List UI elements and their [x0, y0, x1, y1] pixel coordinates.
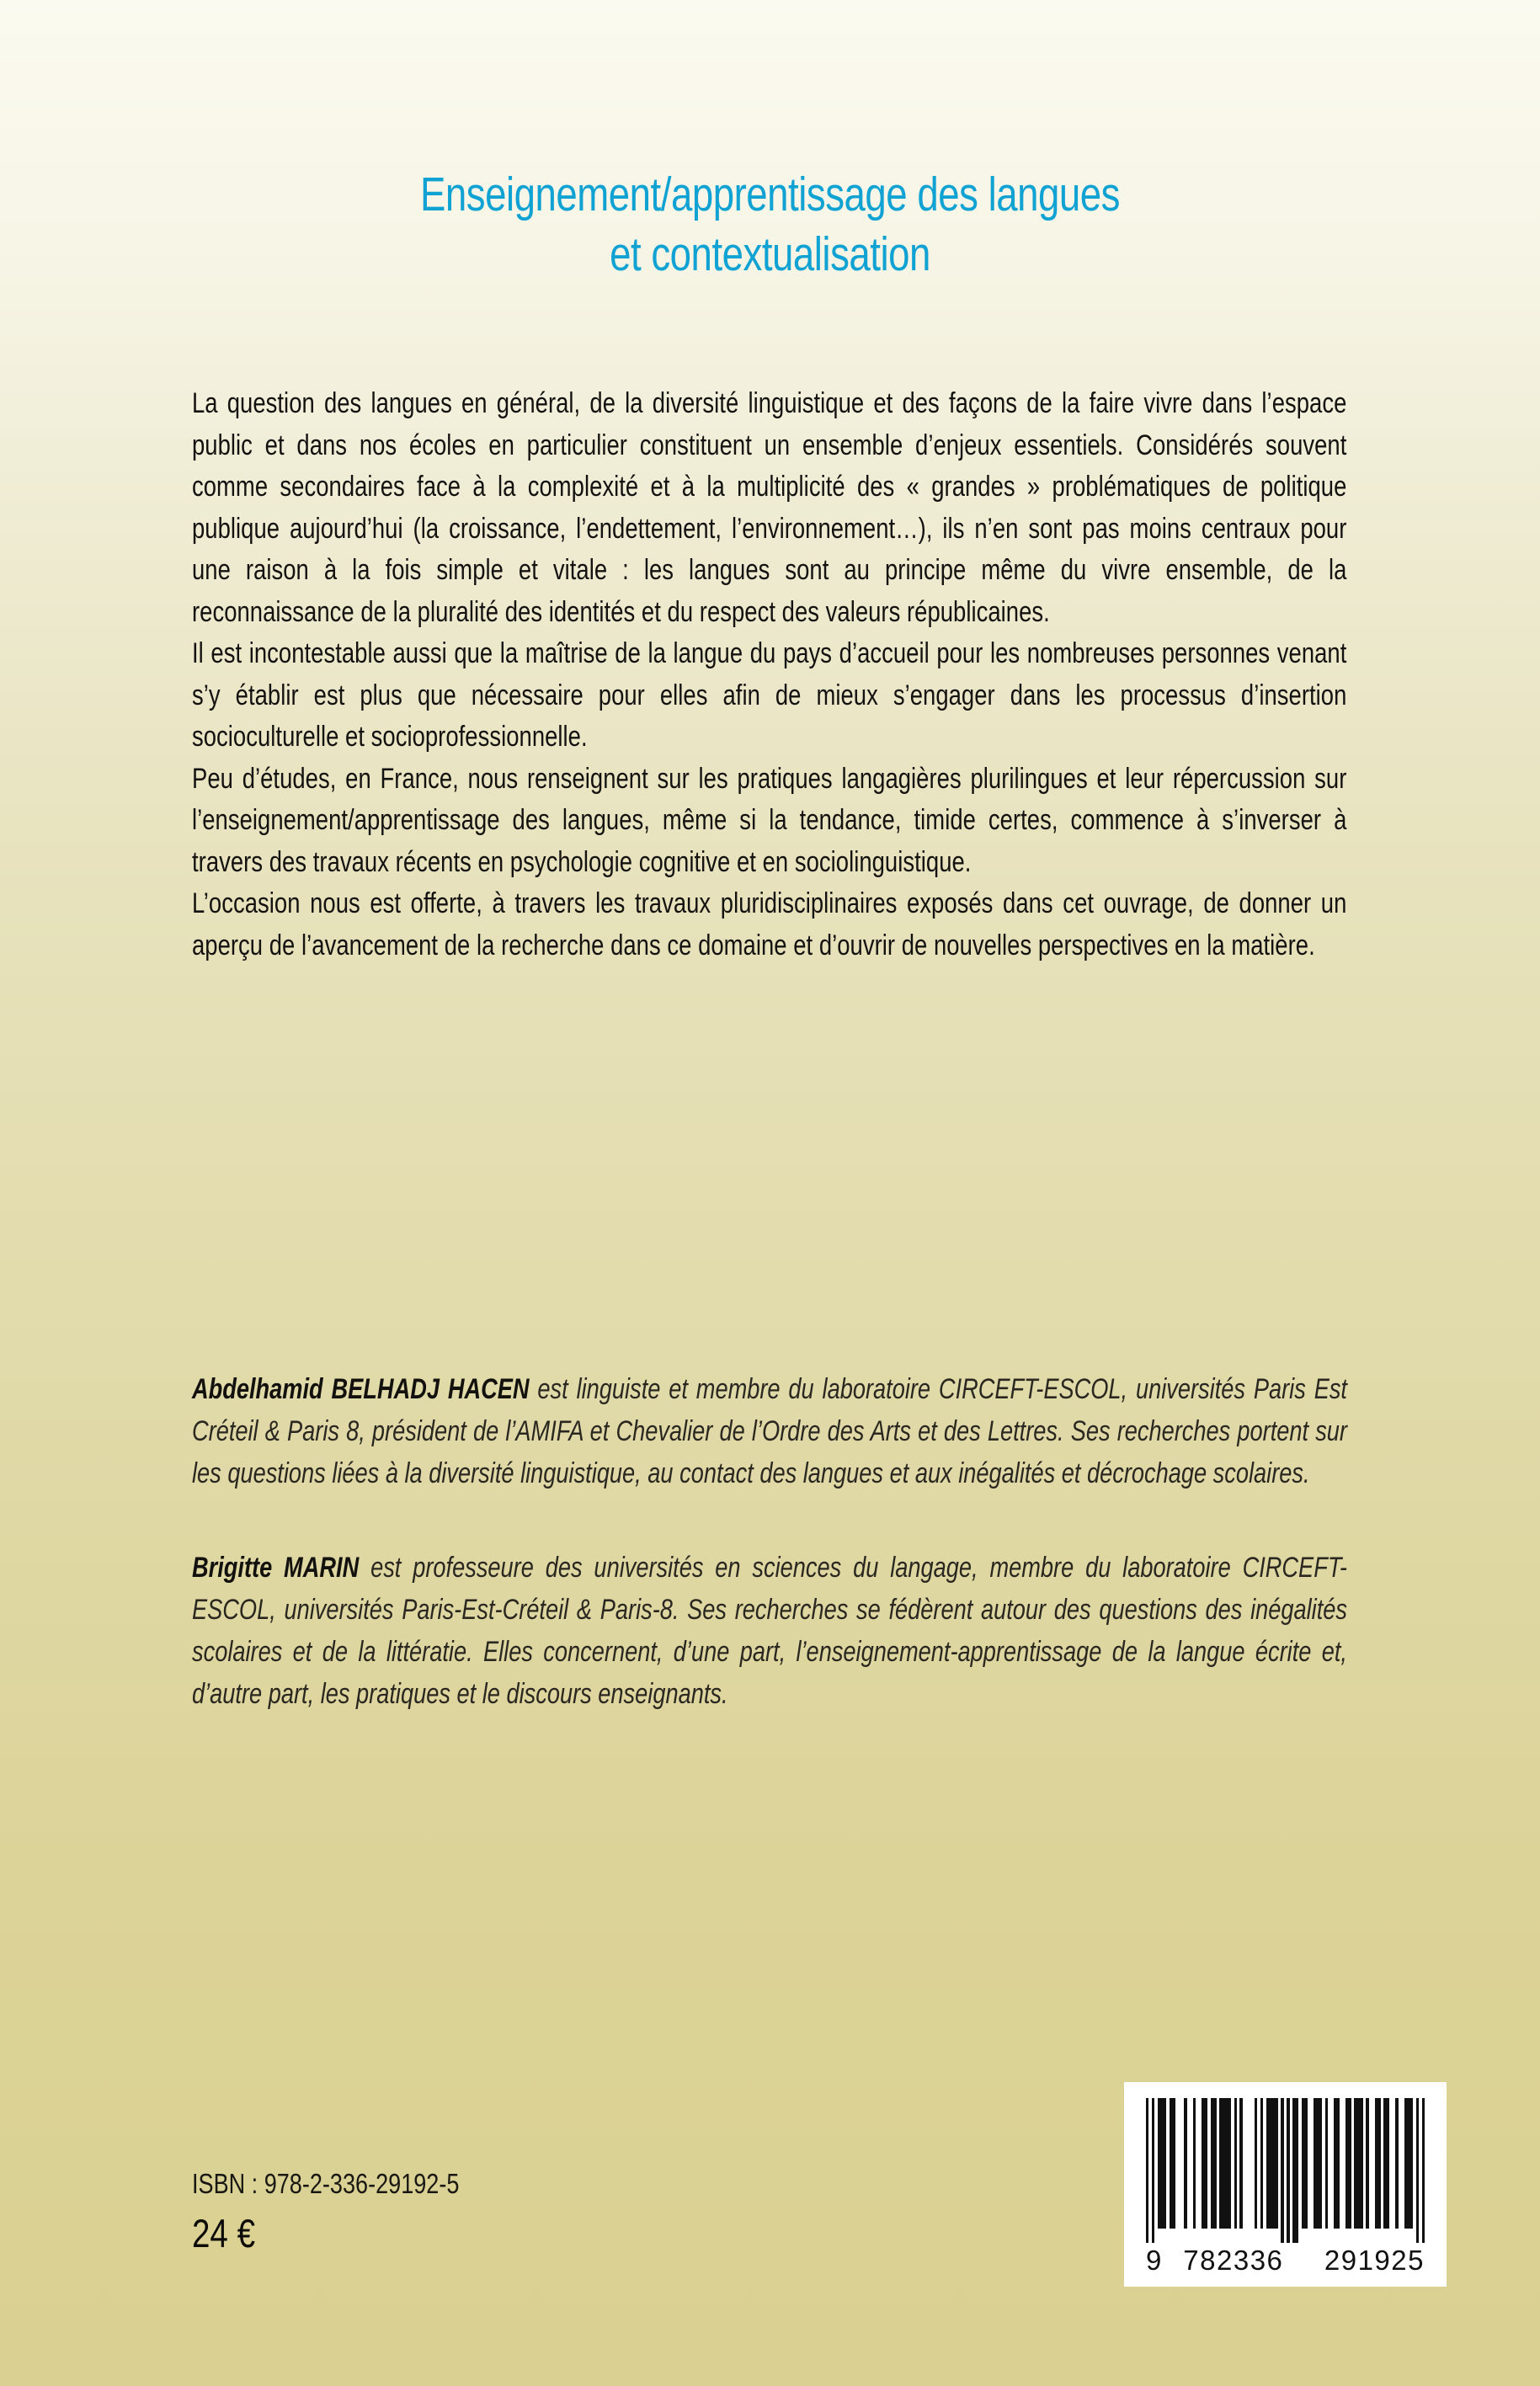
author-bio-text-2: est professeure des universités en sciences du langage, membre du laboratoire CIRCEFT-ESCOL, universités Paris-Est-Créteil & Paris-8. Ses recherches se fédèrent autour des questions des inégalités scolaires et de la littératie. Elles concernent, d’une part, l’enseignement-apprentissage de la langue écrite et, d’autre part, les pratiques et le discours enseignants.: [192, 1552, 1347, 1710]
page-title: [0, 165, 1540, 285]
blurb-paragraph-4: L’occasion nous est offerte, à travers les travaux pluridisciplinaires exposés dans cet ouvrage, de donner un aperçu de l’avancement de la recherche dans ce domaine et d’ouvrir de nouvelles perspectives en la matière.: [192, 887, 1347, 961]
blurb-paragraph-3: Peu d’études, en France, nous renseignent sur les pratiques langagières plurilingues et leur répercussion sur l’enseignement/apprentissage des langues, même si la tendance, timide certes, commence à s’inverser à travers des travaux récents en psychologie cognitive et en sociolinguistique.: [192, 762, 1347, 878]
barcode-digit-lead: 9: [1146, 2245, 1163, 2276]
author-name-2: Brigitte MARIN: [192, 1552, 360, 1584]
barcode-digits-left: 782336: [1183, 2245, 1284, 2276]
price-text: 24 €: [192, 2211, 256, 2256]
barcode-digits-right: 291925: [1324, 2245, 1425, 2276]
author-bio-text-1: est linguiste et membre du laboratoire CIRCEFT-ESCOL, universités Paris Est Créteil & Paris 8, président de l’AMIFA et Chevalier de l’Ordre des Arts et des Lettres. Ses recherches portent sur les questions liées à la diversité linguistique, au contact des langues et aux inégalités et décrochage scolaires.: [192, 1373, 1347, 1489]
barcode: [1124, 2082, 1447, 2287]
author-bios: [192, 1368, 1347, 1715]
author-bio-1: [192, 1368, 1347, 1494]
barcode-bars: [1146, 2098, 1425, 2243]
title-line-2: et contextualisation: [610, 227, 930, 281]
blurb-paragraph-2: Il est incontestable aussi que la maîtrise de la langue du pays d’accueil pour les nombreuses personnes venant s’y établir est plus que nécessaire pour elles afin de mieux s’engager dans les processus d’insertion socioculturelle et socioprofessionnelle.: [192, 637, 1347, 753]
author-name-1: Abdelhamid BELHADJ HACEN: [192, 1373, 530, 1405]
barcode-digits: [1146, 2246, 1425, 2275]
isbn-price-block: [192, 2165, 518, 2258]
blurb-paragraph-1: La question des langues en général, de la diversité linguistique et des façons de la faire vivre dans l’espace public et dans nos écoles en particulier constituent un ensemble d’enjeux essentiels. Considérés souvent comme secondaires face à la complexité et à la multiplicité des « grandes » problématiques de politique publique aujourd’hui (la croissance, l’endettement, l’environnement…), ils n’en sont pas moins centraux pour une raison à la fois simple et vitale : les langues sont au principe même du vivre ensemble, de la reconnaissance de la pluralité des identités et du respect des valeurs républicaines.: [192, 387, 1347, 628]
isbn-text: ISBN : 978-2-336-29192-5: [192, 2168, 460, 2199]
author-bio-2: [192, 1547, 1347, 1715]
blurb-body: [192, 383, 1347, 967]
title-line-1: Enseignement/apprentissage des langues: [419, 168, 1121, 221]
